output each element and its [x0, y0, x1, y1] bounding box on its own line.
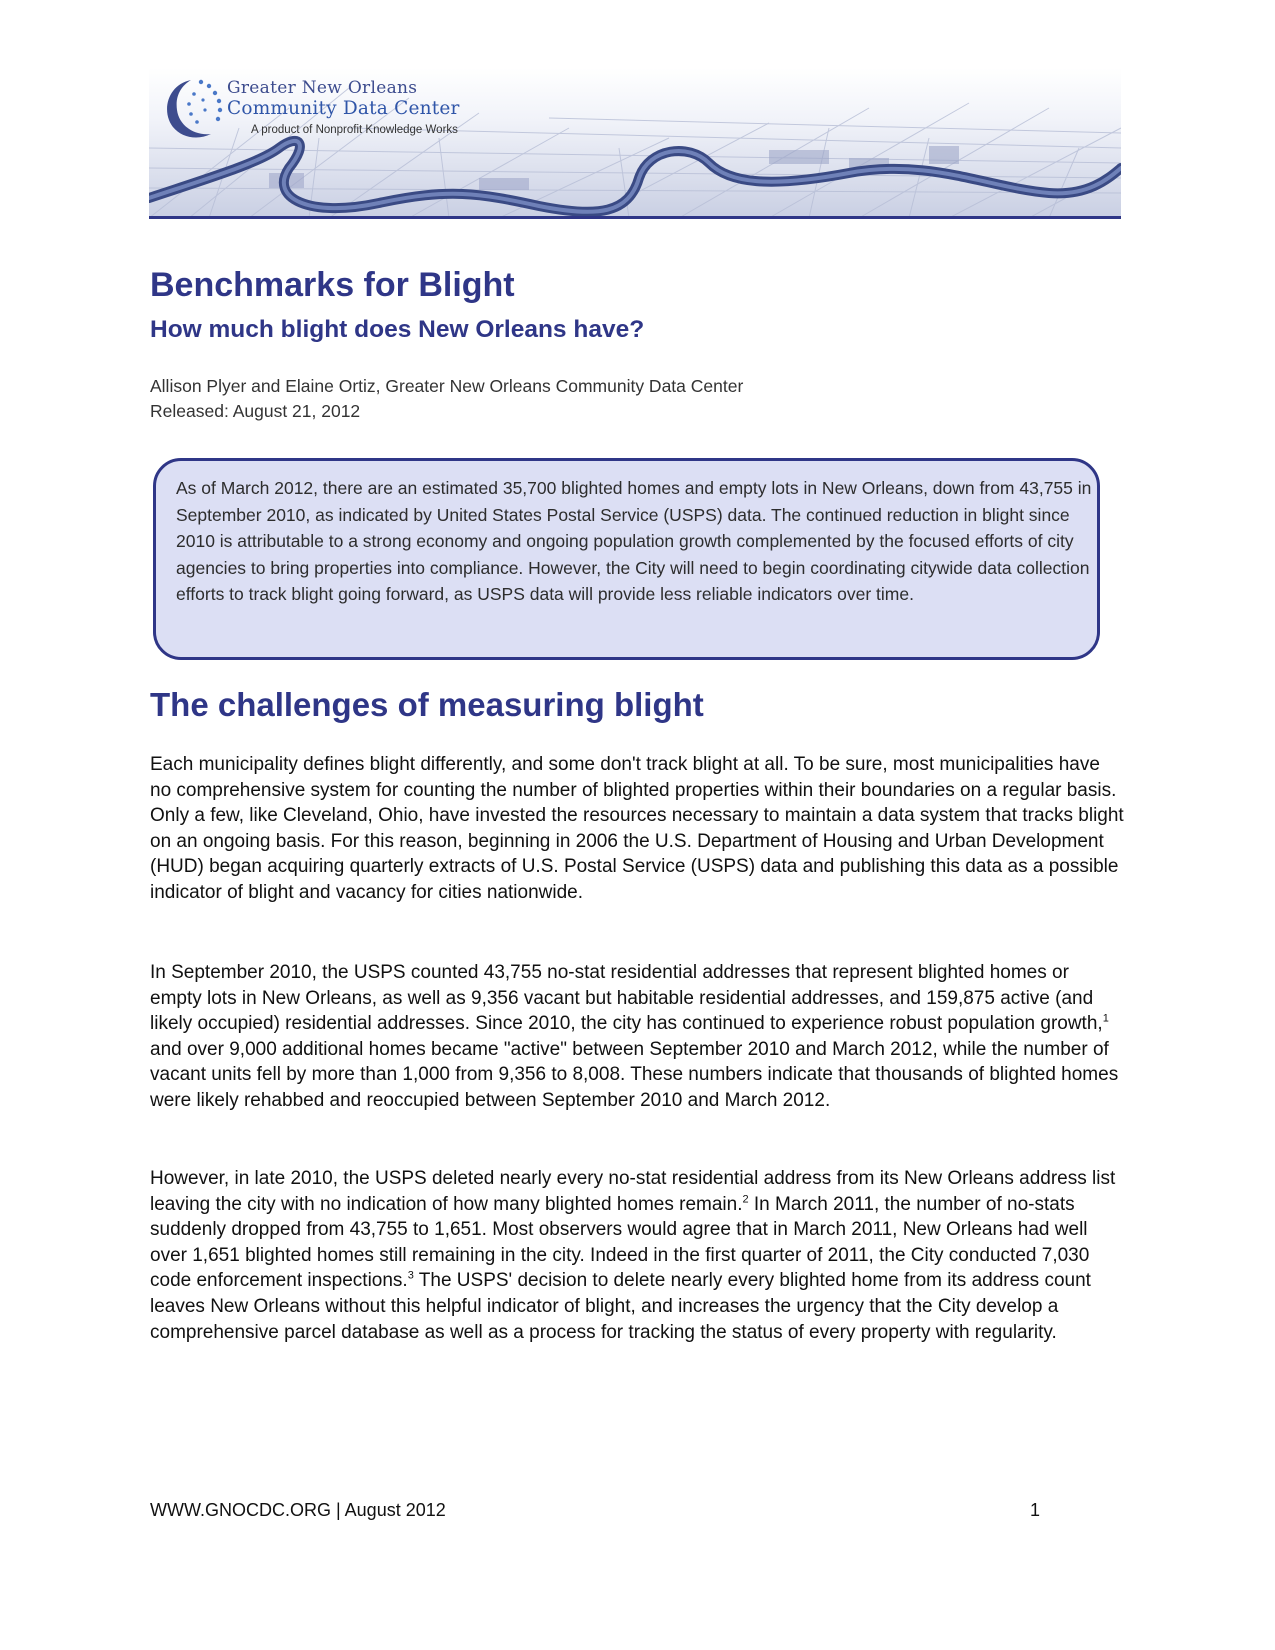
section-heading: The challenges of measuring blight [150, 686, 704, 723]
summary-text: As of March 2012, there are an estimated 35,700 blighted homes and empty lots in New Orleans, down from 43,755 in September 2010, as indicated by United States Postal Service (USPS) data. The continued reduction in blight since 2010 is attributable to a strong economy and ongoing population growth complemented by the focused efforts of city agencies to bring properties into compliance. However, the City will need to begin coordinating citywide data collection efforts to track blight going forward, as USPS data will provide less reliable indicators over time. [176, 478, 1092, 604]
footnote-ref-2: 2 [742, 1193, 749, 1206]
release-date: Released: August 21, 2012 [150, 401, 361, 421]
footnote-ref-3: 3 [407, 1270, 414, 1283]
body-paragraph-3 [150, 1166, 1125, 1345]
footnote-ref-1: 1 [1102, 1012, 1109, 1025]
gnocdc-logo [159, 74, 579, 144]
crescent-moon-icon [159, 74, 229, 144]
paragraph-text: and over 9,000 additional homes became "active" between September 2010 and March 2012, while the number of vacant units fell by more than 1,000 from 9,356 to 8,008. These numbers indicate that thousands of blighted homes were likely rehabbed and reoccupied between September 2010 and March 2012. [150, 1038, 1119, 1111]
page-number: 1 [1030, 1500, 1041, 1520]
body-paragraph-1: Each municipality defines blight differently, and some don't track blight at all. To be sure, most municipalities have no comprehensive system for counting the number of blighted properties within their boundaries on a regular basis. Only a few, like Cleveland, Ohio, have invested the resources necessary to maintain a data system that tracks blight on an ongoing basis. For this reason, beginning in 2006 the U.S. Department of Housing and Urban Development (HUD) began acquiring quarterly extracts of U.S. Postal Service (USPS) data and publishing this data as a possible indicator of blight and vacancy for cities nationwide. [150, 754, 1124, 903]
authors-line: Allison Plyer and Elaine Ortiz, Greater New Orleans Community Data Center [150, 376, 744, 396]
paragraph-text: However, in late 2010, the USPS deleted nearly every no-stat residential address from its New Orleans address list leaving the city with no indication of how many blighted homes remain. [150, 1168, 1116, 1215]
logo-organization-line: Greater New Orleans [227, 78, 418, 98]
page-subtitle: How much blight does New Orleans have? [150, 316, 645, 343]
paragraph-text: The USPS' decision to delete nearly every blighted home from its address count leaves New Orleans without this helpful indicator of blight, and increases the urgency that the City develop a comprehensive parcel database as well as a process for tracking the status of every property with regularity. [150, 1270, 1091, 1343]
logo-tagline: A product of Nonprofit Knowledge Works [251, 124, 458, 136]
banner-divider [149, 216, 1121, 219]
header-banner [149, 68, 1121, 218]
byline [150, 374, 743, 424]
page-title: Benchmarks for Blight [150, 266, 515, 304]
paragraph-text: In September 2010, the USPS counted 43,755 no-stat residential addresses that represent blighted homes or empty lots in New Orleans, as well as 9,356 vacant but habitable residential addresses, and 159,875 active (and likely occupied) residential addresses. Since 2010, the city has continued to experience robust population growth, [150, 962, 1103, 1035]
body-paragraph-2 [150, 960, 1125, 1114]
paragraph-text: In March 2011, the number of no-stats suddenly dropped from 43,755 to 1,651. Most observers would agree that in March 2011, New Orleans had well over 1,651 blighted homes still remaining in the city. Indeed in the first quarter of 2011, the City conducted 7,030 code enforcement inspections. [150, 1193, 1090, 1292]
footer-website-date: WWW.GNOCDC.ORG | August 2012 [150, 1500, 446, 1520]
logo-name-line: Community Data Center [227, 98, 460, 119]
